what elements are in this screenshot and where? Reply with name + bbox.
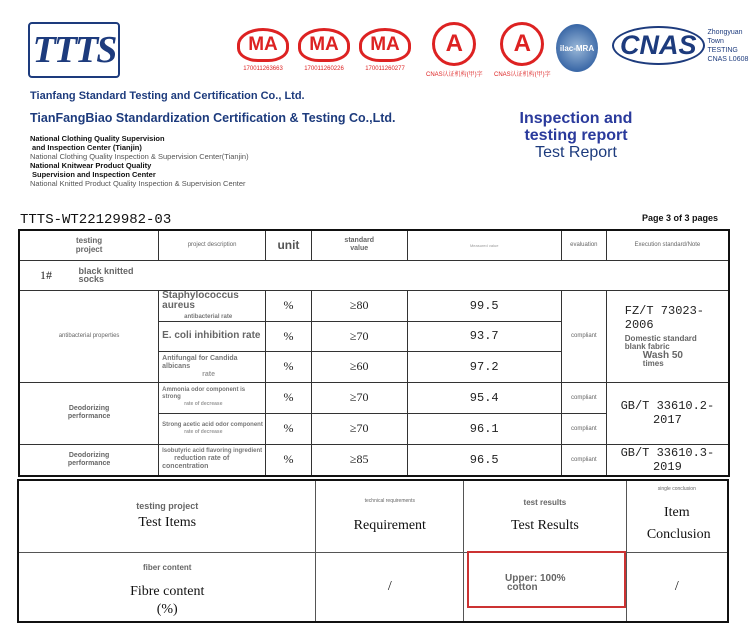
cma-seal-mark: MA	[298, 28, 350, 62]
center-2-line-1: National Knitwear Product Quality	[30, 161, 152, 170]
std1-note3: Wash 50	[642, 350, 683, 361]
center-1-line-1: National Clothing Quality Supervision	[30, 134, 165, 143]
col4-small: single conclusion	[657, 486, 696, 493]
row-item: Fibre content	[130, 583, 205, 599]
report-title-line-2: testing report	[524, 127, 628, 144]
center-2-line-3: National Knitted Product Quality Inspection & Supervision Center	[30, 179, 246, 188]
row-unit: %	[266, 351, 312, 382]
row-unit: %	[266, 413, 312, 444]
cnas-top-text: Zhongyuan Town	[707, 28, 743, 45]
row-value: 99.5	[407, 290, 561, 321]
ilac-mra-mark: ilac-MRA	[556, 24, 598, 72]
organization-name-1: Tianfang Standard Testing and Certification Co., Ltd.	[30, 90, 305, 102]
cal-seal-number: CNAS认证机构(甲)字	[494, 72, 551, 78]
col3-header: Test Results	[510, 518, 579, 534]
center-1-line-3: National Clothing Quality Inspection & Supervision Center(Tianjin)	[30, 152, 249, 161]
ilac-mra-seal	[556, 24, 598, 72]
std1-note4: times	[642, 359, 664, 368]
header-measured: Measured value	[469, 242, 499, 248]
table-row	[19, 382, 729, 413]
cma-seal-number: 170011260277	[365, 66, 405, 72]
row-value: 96.1	[407, 413, 561, 444]
row-standard: ≥60	[311, 351, 407, 382]
sample-number: 1#	[40, 268, 52, 282]
cma-seal-3	[359, 28, 411, 72]
row-value: 97.2	[407, 351, 561, 382]
table-row	[19, 290, 729, 321]
cal-seal-number: CNAS认证机构(甲)字	[426, 72, 483, 78]
cal-seal-2	[494, 22, 551, 78]
table-row	[19, 444, 729, 476]
row-standard: ≥70	[311, 321, 407, 351]
cma-seal-2	[298, 28, 350, 72]
col2-header: Requirement	[353, 518, 426, 534]
center-2-line-2: Supervision and Inspection Center	[32, 170, 156, 179]
cnas-bottom-text-1: TESTING	[707, 46, 738, 54]
cma-seal-mark: MA	[359, 28, 411, 62]
header-evaluation: evaluation	[570, 242, 598, 249]
row-eval: compliant	[570, 456, 597, 463]
cma-seal-1	[237, 28, 289, 72]
cnas-mark: CNAS	[612, 26, 705, 65]
header-item: testing project	[75, 236, 103, 255]
row-desc: Ammonia odor component is strong rate of decrease	[159, 382, 266, 413]
row-small: fiber content	[143, 562, 192, 572]
cal-seal-mark: A	[432, 22, 476, 66]
col2-small: technical requirements	[364, 498, 415, 505]
cal-seal-mark: A	[500, 22, 544, 66]
row-conclusion: /	[626, 552, 728, 622]
std1: FZ/T 73023-2006	[624, 304, 704, 332]
report-title-line-1: Inspection and	[519, 110, 633, 127]
sample-row	[19, 260, 729, 290]
fiber-result	[505, 574, 566, 592]
row-standard: ≥70	[311, 382, 407, 413]
col3-small: test results	[523, 498, 567, 508]
row-unit: (%)	[156, 601, 178, 617]
execution-standard-2: GB/T 33610.2-2017	[606, 382, 729, 444]
row-desc: Staphylococcus aureus antibacterial rate	[159, 290, 266, 321]
row-standard: ≥85	[311, 444, 407, 476]
row-eval: compliant	[570, 333, 597, 339]
row-unit: %	[266, 382, 312, 413]
group-deodorizing-2: Deodorizing performance	[67, 451, 111, 467]
page-number: Page 3 of 3 pages	[642, 213, 719, 223]
cma-seal-number: 170011263663	[243, 66, 283, 72]
row-desc: Antifungal for Candida albicans rate	[159, 351, 266, 382]
fiber-result-line-2: cotton	[507, 582, 538, 593]
row-desc: Isobutyric acid flavoring ingredient reduction rate of concentration	[159, 444, 266, 476]
row-standard: ≥80	[311, 290, 407, 321]
cma-seal-number: 170011260226	[304, 66, 344, 72]
center-1-line-2: and Inspection Center (Tianjin)	[32, 143, 142, 152]
row-value: 96.5	[407, 444, 561, 476]
row-value: 95.4	[407, 382, 561, 413]
row-unit: %	[266, 290, 312, 321]
company-logo	[28, 22, 120, 78]
cnas-bottom-text-2: CNAS L0608	[707, 55, 749, 63]
col4-header: Item Conclusion	[646, 505, 711, 543]
execution-standard-1	[606, 290, 729, 382]
table-header-row	[19, 230, 729, 260]
organization-name-2: TianFangBiao Standardization Certification & Testing Co.,Ltd.	[30, 111, 396, 125]
cal-seal-1	[426, 22, 483, 78]
sample-name: black knitted socks	[78, 265, 134, 284]
header-desc: project description	[187, 242, 237, 249]
group-antibacterial: antibacterial properties	[58, 332, 120, 339]
cma-seal-mark: MA	[237, 28, 289, 62]
std1-note2: blank fabric	[624, 342, 670, 351]
row-value: 93.7	[407, 321, 561, 351]
report-title-line-3: Test Report	[535, 144, 617, 161]
row-eval: compliant	[570, 425, 597, 432]
results-table-1	[18, 229, 730, 477]
table2-header-row	[18, 480, 728, 552]
fiber-result-line-1: Upper: 100%	[505, 573, 566, 584]
row-eval: compliant	[570, 394, 597, 401]
execution-standard-3: GB/T 33610.3-2019	[606, 444, 729, 476]
report-number: TTTS-WT22129982-03	[20, 212, 172, 228]
logo-text: TTTS	[32, 29, 116, 71]
report-title	[503, 110, 649, 162]
row-unit: %	[266, 321, 312, 351]
group-deodorizing-1: Deodorizing performance	[67, 405, 111, 420]
supervision-centers	[30, 134, 249, 188]
row-requirement: /	[316, 552, 464, 622]
std1-note1: Domestic standard	[624, 334, 697, 343]
header-unit: unit	[277, 238, 300, 253]
col1-small: testing project	[136, 500, 199, 511]
cnas-seal	[612, 26, 750, 65]
row-desc: E. coli inhibition rate	[159, 321, 266, 351]
row-desc: Strong acetic acid odor component rate of decrease	[159, 413, 266, 444]
row-unit: %	[266, 444, 312, 476]
row-standard: ≥70	[311, 413, 407, 444]
header-standard: standard value	[344, 237, 374, 253]
col1-header: Test Items	[138, 514, 197, 530]
header-execution: Execution standard/Note	[634, 242, 701, 249]
